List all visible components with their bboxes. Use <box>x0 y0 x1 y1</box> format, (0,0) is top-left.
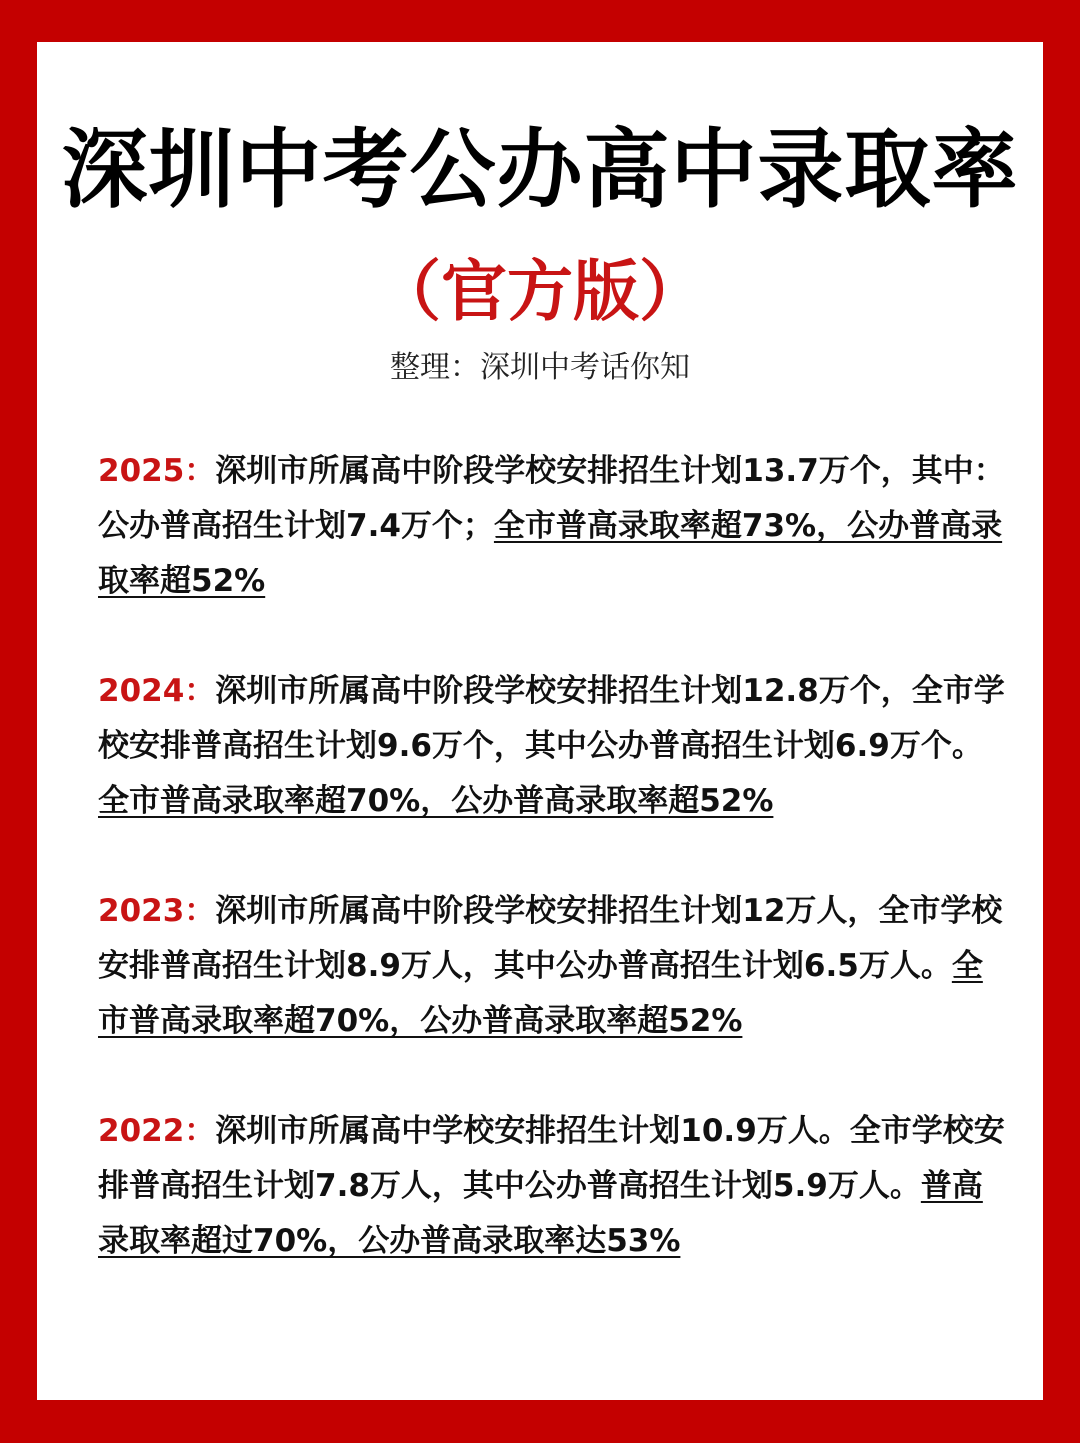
entry-text: 深圳市所属高中学校安排招生计划10.9万人。全市学校安排普高招生计划7.8万人，其中公办普高招生计划5.9万人。 <box>98 1113 1005 1204</box>
credit-line: 整理：深圳中考话你知 <box>390 350 690 385</box>
entry-2022 <box>98 1104 1012 1269</box>
document-card <box>37 42 1043 1400</box>
entry-2025 <box>98 444 1012 609</box>
admission-entries <box>98 444 1012 1324</box>
entry-2023 <box>98 884 1012 1049</box>
entry-highlight: 全市普高录取率超70%，公办普高录取率超52% <box>98 948 983 1039</box>
page-subtitle: （官方版） <box>375 253 705 330</box>
entry-highlight: 全市普高录取率超70%，公办普高录取率超52% <box>98 783 774 819</box>
entry-year: 2025： <box>98 453 216 489</box>
entry-text: 深圳市所属高中阶段学校安排招生计划12.8万个，全市学校安排普高招生计划9.6万个，其中公办普高招生计划6.9万个。 <box>98 673 1005 764</box>
entry-text: 深圳市所属高中阶段学校安排招生计划13.7万个，其中：公办普高招生计划7.4万个； <box>98 453 1005 544</box>
entry-year: 2023： <box>98 893 216 929</box>
entry-year: 2022： <box>98 1113 216 1149</box>
entry-text: 深圳市所属高中阶段学校安排招生计划12万人，全市学校安排普高招生计划8.9万人，其中公办普高招生计划6.5万人。 <box>98 893 1003 984</box>
entry-year: 2024： <box>98 673 216 709</box>
entry-2024 <box>98 664 1012 829</box>
entry-highlight: 普高录取率超过70%，公办普高录取率达53% <box>98 1168 983 1259</box>
entry-highlight: 全市普高录取率超73%，公办普高录取率超52% <box>98 508 1003 599</box>
page-title: 深圳中考公办高中录取率 <box>61 120 1019 220</box>
